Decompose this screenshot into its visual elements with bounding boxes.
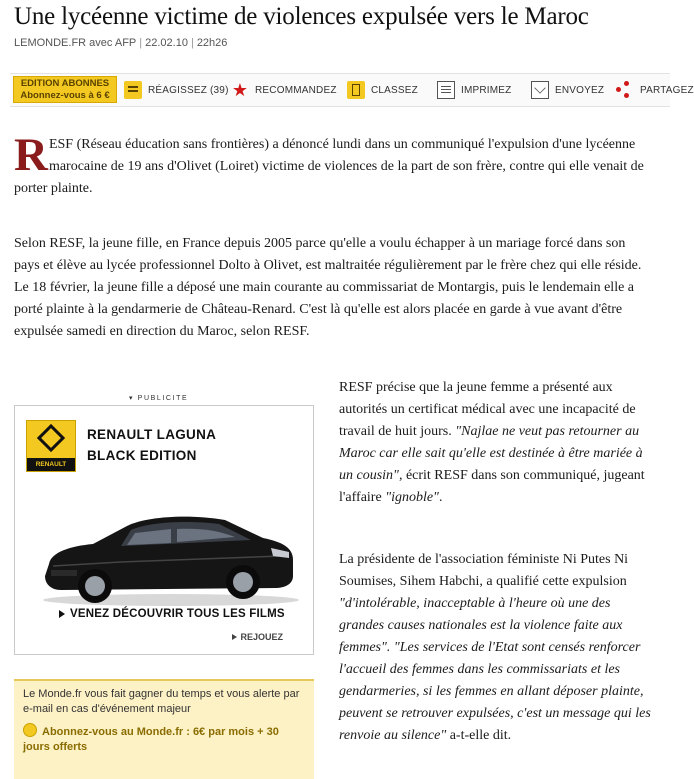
replay-icon [232,634,237,640]
paragraph-3-text-a: RESF précise que la jeune femme a présenté aux autorités un certificat médical avec une incapacité de travail de huit jours. [339,380,636,439]
classer-button[interactable] [347,80,418,100]
ad-title-line-1: RENAULT LAGUNA [87,427,217,442]
paragraph-3-text-c: . [438,490,443,505]
classer-icon [347,81,365,99]
star-icon: ★ [231,80,249,100]
ad-label: ▾ PUBLICITE [129,395,189,402]
paragraph-3-text-b: , écrit RESF dans son communiqué, jugeant l'affaire [339,468,645,505]
ad-title-line-2: BLACK EDITION [87,448,197,463]
coin-icon [23,723,37,737]
share-button[interactable] [616,80,694,100]
recommend-button[interactable] [231,80,337,100]
meta-separator: | [190,37,194,49]
paragraph-3 [339,377,655,509]
paragraph-4 [339,549,655,747]
paragraph-1 [14,129,650,200]
paragraph-1-text: ESF (Réseau éducation sans frontières) a dénoncé lundi dans un communiqué l'expulsion d'une lycéenne marocaine de 19 ans d'Olivet (Loiret) victime de violences de la part de son frère, contre qui elle venait de porter plainte. [14,137,644,196]
print-label: IMPRIMEZ [461,84,512,96]
print-button[interactable] [437,80,512,100]
mail-icon [531,81,549,99]
share-label: PARTAGEZ [640,84,694,96]
ad-cta[interactable] [59,608,285,620]
drop-cap: R [14,129,48,181]
quote-habchi: "d'intolérable, inacceptable à l'heure où une des grandes causes nationales est la violence faite aux femmes". "Les services de l'Etat sont censés renforcer l'accueil des femmes dans les commissariats et les gendarmeries, si les femmes en allant déposer plainte, peuvent se retrouver expulsées, c'est un message qui les renvoie au silence" [339,596,651,743]
send-button[interactable] [531,80,604,100]
recommend-label: RECOMMANDEZ [255,84,337,96]
meta-separator: | [139,37,143,49]
quote-resf: "Najlae ne veut pas retourner au Maroc car elle sait qu'elle est destinée à être mariée à un cousin" [339,424,643,483]
play-icon [59,610,65,618]
print-icon [437,81,455,99]
article-time: 22h26 [196,37,228,49]
paragraph-4-text-a: La présidente de l'association féministe Ni Putes Ni Soumises, Sihem Habchi, a qualifié cette expulsion [339,552,629,589]
react-label: RÉAGISSEZ (39) [148,84,229,96]
renault-logo [26,420,76,472]
paragraph-4-text-b: a-t-elle dit. [446,728,512,743]
quote-ignoble: "ignoble" [385,490,439,505]
ad-cta-text: VENEZ DÉCOUVRIR TOUS LES FILMS [70,608,285,620]
ad-title [87,424,216,466]
promo-subscribe-link[interactable] [23,723,305,755]
renault-advertisement[interactable] [14,405,314,655]
article-toolbar [10,73,694,107]
subscriber-edition-button[interactable] [13,76,117,103]
send-label: ENVOYEZ [555,84,605,96]
promo-cta-text: Abonnez-vous au Monde.fr : 6€ par mois + 30 jours offerts [23,726,279,753]
promo-text: Le Monde.fr vous fait gagner du temps et vous alerte par e-mail en cas d'événement majeur [23,688,300,715]
article-title: Une lycéenne victime de violences expulsée vers le Maroc [14,3,589,30]
ad-replay-text: REJOUEZ [240,632,283,642]
ad-replay-button[interactable] [232,632,283,642]
abo-line-1: EDITION ABONNES [20,78,110,89]
comment-icon [124,81,142,99]
article-date: 22.02.10 [145,37,188,49]
article-source: LEMONDE.FR avec AFP [14,37,137,49]
article-meta [14,37,227,49]
renault-logo-text: RENAULT [27,458,75,471]
car-image [31,490,301,608]
renault-diamond-icon [37,424,65,452]
paragraph-2: Selon RESF, la jeune fille, en France depuis 2005 parce qu'elle a voulu échapper à un mariage forcé dans son pays et élève au lycée professionnel Dolto à Olivet, est maltraitée régulièrement par le frère chez qui elle réside. Le 18 février, la jeune fille a déposé une main courante au commissariat de Montargis, puis le lendemain elle a porté plainte à la gendarmerie de Château-Renard. C'est là qu'elle est alors placée en garde à vue avant d'être expulsée samedi en direction du Maroc, selon RESF. [14,236,642,339]
abo-line-2: Abonnez-vous à 6 € [20,90,110,101]
react-button[interactable] [124,80,229,100]
subscription-promo [14,679,314,779]
share-icon [616,81,634,99]
ad-label-text: PUBLICITE [137,395,189,402]
classer-label: CLASSEZ [371,84,418,96]
